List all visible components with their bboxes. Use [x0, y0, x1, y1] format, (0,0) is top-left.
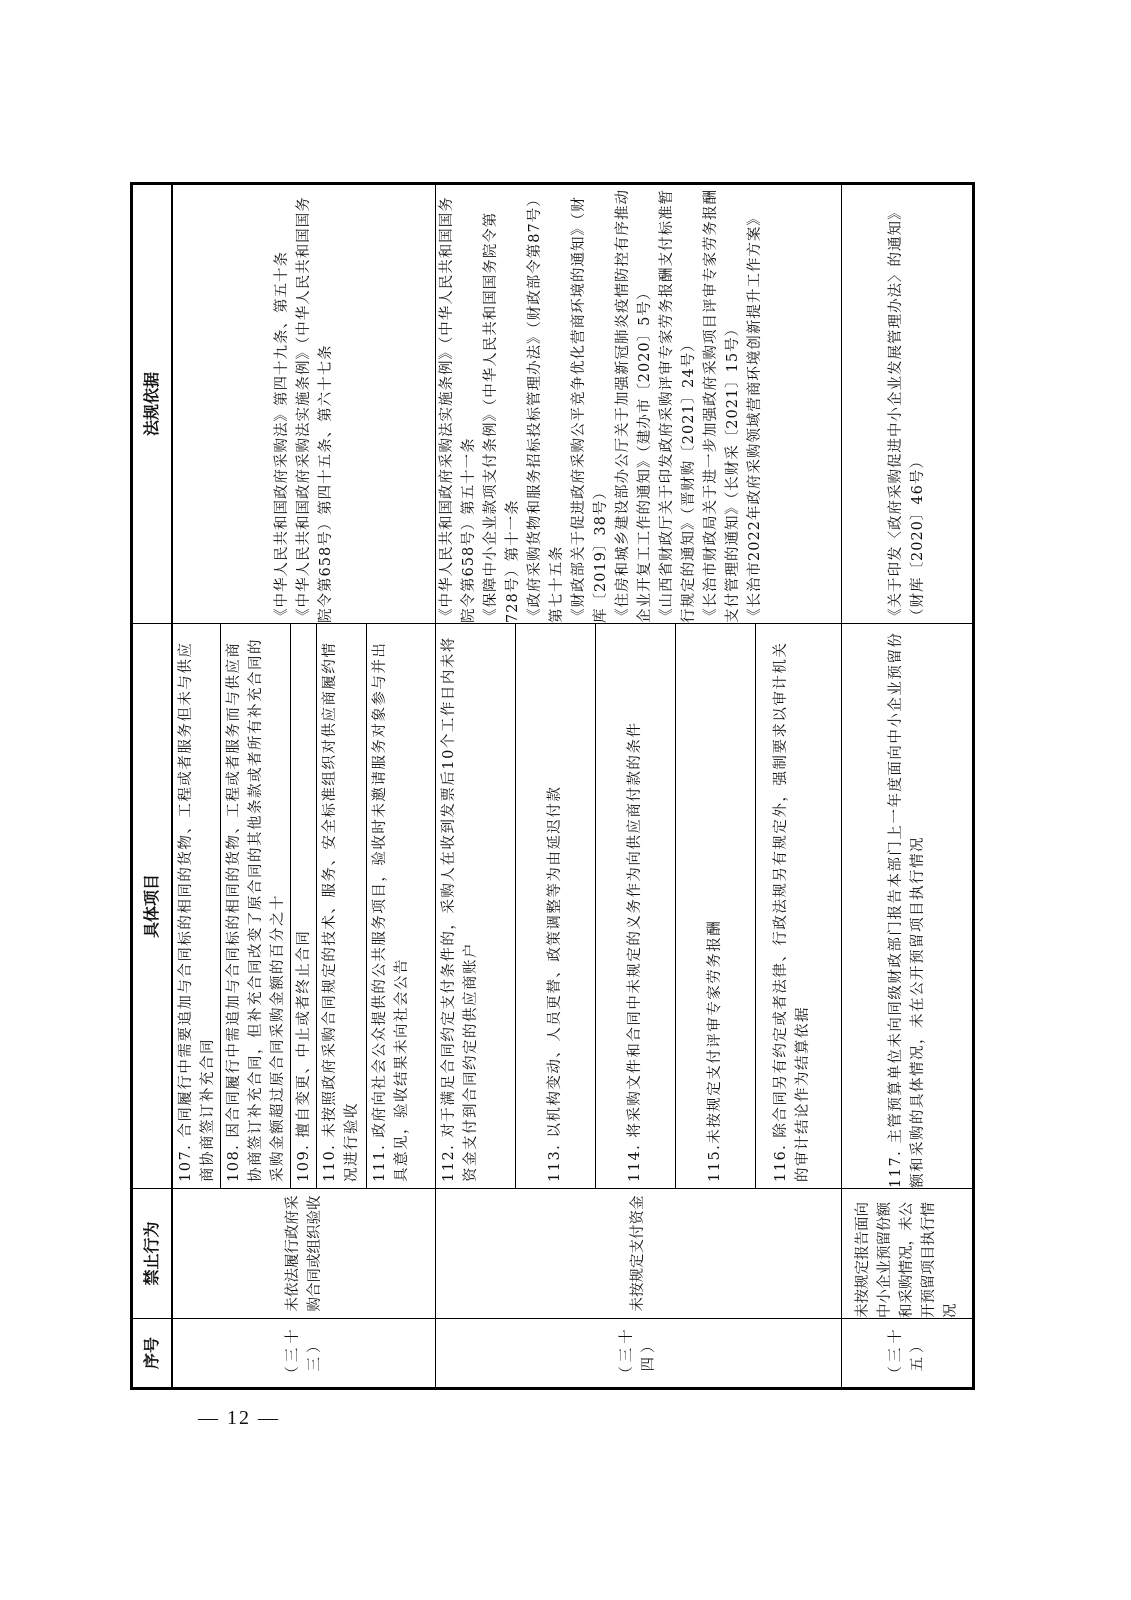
basis-item: 《财政部关于促进政府采购公平竞争优化营商环境的通知》（财库〔2019〕38号） [570, 196, 609, 623]
basis-item: 《住房和城乡建设部办公厅关于加强新冠肺炎疫情防控有序推动企业开复工工作的通知》（建办市〔2020〕5号） [614, 189, 653, 623]
basis-item: 《中华人民共和国政府采购法实施条例》（中华人民共和国国务院令第658号）第五十一条 [438, 196, 477, 623]
header-seq: 序号 [132, 1319, 173, 1389]
item-117: 117. 主管预算单位未向同级财政部门报告本部门上一年度面向中小企业预留份额和采购的具体情况，未在公开预留项目执行情况 [841, 624, 974, 1189]
basis-item: 《山西省财政厅关于印发政府采购评审专家劳务报酬支付标准暂行规定的通知》（晋财购〔2021〕24号） [658, 189, 697, 623]
basis-item: 《政府采购货物和服务招标投标管理办法》（财政部令第87号）第七十五条 [526, 191, 565, 623]
seq-cell: （三十三） [172, 1319, 435, 1389]
table-row-35 [841, 184, 974, 1389]
item-112: 112. 对于满足合同约定支付条件的，采购人在收到发票后10个工作日内未将资金支付到合同约定的供应商账户 [436, 624, 516, 1188]
item-113: 113. 以机构变动、人员更替、政策调整等为由延迟付款 [516, 624, 596, 1188]
page-number: — 12 — [198, 1407, 280, 1429]
basis-item: 《中华人民共和国政府采购法》第四十九条、第五十条 [273, 251, 290, 623]
item-115: 115.未按规定支付评审专家劳务报酬 [676, 624, 756, 1188]
basis-cell [841, 184, 974, 624]
rotated-page [130, 185, 975, 1390]
behavior-cell: 未按规定报告面向中小企业预留份额和采购情况，未公开预留项目执行情况 [841, 1189, 974, 1319]
basis-item: 《长治市财政局关于进一步加强政府采购项目评审专家劳务报酬支付管理的通知》（长财采〔2021〕15号） [702, 189, 741, 623]
seq-cell: （三十四） [435, 1319, 841, 1389]
item-107: 107. 合同履行中需要追加与合同标的相同的货物、工程或者服务但未与供应商协商签订补充合同 [173, 624, 221, 1188]
item-114: 114. 将采购文件和合同中未规定的义务作为向供应商付款的条件 [596, 624, 676, 1188]
basis-cell [172, 184, 435, 624]
basis-item: 《长治市2022年政府采购领域营商环境创新提升工作方案》 [746, 210, 763, 623]
item-110: 110. 未按照政府采购合同规定的技术、服务、安全标准组织对供应商履约情况进行验收 [317, 624, 367, 1188]
item-116: 116. 除合同另有约定或者法律、行政法规另有规定外，强制要求以审计机关的审计结论作为结算依据 [772, 641, 811, 1182]
item-109: 109. 擅自变更、中止或者终止合同 [291, 624, 317, 1188]
basis-item: 《保障中小企业款项支付条例》（中华人民共和国国务院令第728号）第十一条 [482, 211, 521, 623]
item-108: 108. 因合同履行中需追加与合同标的相同的货物、工程或者服务而与供应商协商签订补充合同，但补充合同改变了原合同的其他条款或者所有补充合同的采购金额超过原合同采购金额的百分之十 [221, 624, 291, 1188]
header-basis: 法规依据 [132, 184, 173, 624]
items-cell [172, 624, 435, 1189]
table-row-33 [172, 184, 435, 1389]
behavior-cell: 未按规定支付资金 [435, 1189, 841, 1319]
table-header-row [132, 184, 173, 1389]
seq-cell: （三十五） [841, 1319, 974, 1389]
item-111: 111. 政府向社会公众提供的公共服务项目，验收时未邀请服务对象参与并出具意见，验收结果未向社会公告 [372, 641, 410, 1182]
prohibited-behaviors-table [130, 182, 975, 1390]
basis-cell [435, 184, 841, 624]
table-row-34 [435, 184, 841, 1389]
basis-item: 《中华人民共和国政府采购法实施条例》（中华人民共和国国务院令第658号）第四十五条、第六十七条 [295, 196, 334, 623]
basis-item: 《关于印发〈政府采购促进中小企业发展管理办法〉的通知》（财库〔2020〕46号） [887, 204, 926, 623]
items-cell [435, 624, 841, 1189]
header-items: 具体项目 [132, 624, 173, 1189]
behavior-cell: 未依法履行政府采购合同或组织验收 [172, 1189, 435, 1319]
header-behavior: 禁止行为 [132, 1189, 173, 1319]
